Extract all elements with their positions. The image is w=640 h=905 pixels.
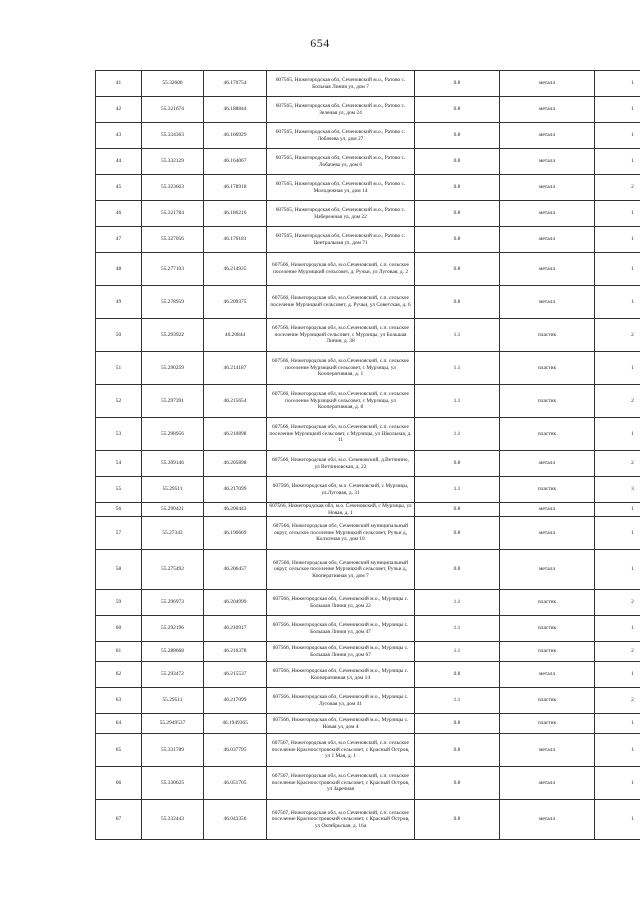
table-row <box>96 319 640 352</box>
material-cell: металл <box>500 123 595 149</box>
area-cell: 0.8 <box>415 227 500 253</box>
address-cell: 607565, Нижегородская обл, Сеченовский м.о., Ратово с. Лобачева ул, дом 6 <box>267 149 415 175</box>
table-row <box>96 662 640 688</box>
address-cell: 607566, Нижегородская обл, м.о.Сеченовский, с.п. сельское поселение Мурзицкий сельсовет, с Мурзицы, ул Кооперативная, д. 8 <box>267 385 415 418</box>
container-count-cell: 1 <box>595 352 640 385</box>
row-number-cell: 56 <box>96 503 142 517</box>
row-number-cell: 48 <box>96 253 142 286</box>
row-number-cell: 50 <box>96 319 142 352</box>
longitude-cell: 46.1949365 <box>204 714 267 734</box>
row-number-cell: 64 <box>96 714 142 734</box>
container-count-cell: 2 <box>595 319 640 352</box>
material-cell: металл <box>500 451 595 477</box>
address-cell: 607566, Нижегородская обл, Сеченовский м.о., Мурзицы с. Кооперативная ул, дом 14 <box>267 662 415 688</box>
table-row <box>96 123 640 149</box>
material-cell: пластик <box>500 418 595 451</box>
address-cell: 607566, Нижегородская обл, м.о.Сеченовский, с.п. сельское поселение Мурзицкий сельсовет, с Мурзицы, ул Кооперативная, д. 1 <box>267 352 415 385</box>
table-row <box>96 688 640 714</box>
address-cell: 607565, Нижегородская обл, Сеченовский м.о., Ратово с. Больная Линия ул, дом 7 <box>267 71 415 97</box>
area-cell: 0.8 <box>415 175 500 201</box>
table-row <box>96 767 640 800</box>
container-count-cell: 1 <box>595 767 640 800</box>
material-cell: пластик <box>500 616 595 642</box>
latitude-cell: 55.332129 <box>142 149 204 175</box>
longitude-cell: 46.209375 <box>204 286 267 319</box>
area-cell: 0.8 <box>415 451 500 477</box>
container-count-cell: 2 <box>595 590 640 616</box>
latitude-cell: 55.32606 <box>142 71 204 97</box>
container-count-cell: 1 <box>595 517 640 550</box>
row-number-cell: 61 <box>96 642 142 662</box>
area-cell: 1.1 <box>415 319 500 352</box>
latitude-cell: 55.293472 <box>142 662 204 688</box>
container-count-cell: 1 <box>595 662 640 688</box>
row-number-cell: 52 <box>96 385 142 418</box>
longitude-cell: 46.204999 <box>204 590 267 616</box>
row-number-cell: 44 <box>96 149 142 175</box>
longitude-cell: 46.217099 <box>204 688 267 714</box>
row-number-cell: 59 <box>96 590 142 616</box>
container-count-cell: 1 <box>595 71 640 97</box>
area-cell: 0.8 <box>415 550 500 590</box>
latitude-cell: 55.334363 <box>142 123 204 149</box>
latitude-cell: 55.297391 <box>142 385 204 418</box>
latitude-cell: 55.330625 <box>142 767 204 800</box>
row-number-cell: 67 <box>96 800 142 840</box>
longitude-cell: 46.216378 <box>204 642 267 662</box>
row-number-cell: 49 <box>96 286 142 319</box>
row-number-cell: 54 <box>96 451 142 477</box>
container-count-cell: 2 <box>595 175 640 201</box>
longitude-cell: 46.200443 <box>204 503 267 517</box>
area-cell: 0.8 <box>415 800 500 840</box>
table-row <box>96 227 640 253</box>
area-cell: 1.1 <box>415 352 500 385</box>
address-cell: 607566, Нижегородская обл, Сеченовский м.о., Мурзицы с. Большая Линия ул, дом 47 <box>267 616 415 642</box>
latitude-cell: 55.298956 <box>142 418 204 451</box>
longitude-cell: 46.178918 <box>204 175 267 201</box>
longitude-cell: 46.210917 <box>204 616 267 642</box>
latitude-cell: 55.296973 <box>142 590 204 616</box>
area-cell: 1.1 <box>415 590 500 616</box>
area-cell: 0.8 <box>415 253 500 286</box>
longitude-cell: 46.196669 <box>204 517 267 550</box>
address-cell: 607566, Нижегородская обл, Сеченовский м.о., Мурзицы с. Луговая ул, дом 41 <box>267 688 415 714</box>
table-row <box>96 253 640 286</box>
table-row <box>96 201 640 227</box>
container-count-cell: 1 <box>595 286 640 319</box>
address-cell: 607567, Нижегородская обл, м.о Сеченовский, с.п. сельское поселение Красноостровский сельсовет, с Красный Остров, ул 1 Мая, д. 1 <box>267 734 415 767</box>
row-number-cell: 65 <box>96 734 142 767</box>
address-cell: 607566, Нижегородская обл, м.о.Сеченовский, с.п. сельское поселение Мурзицкий сельсовет, с Мурзицы, ул Большая Линия, д. 38 <box>267 319 415 352</box>
row-number-cell: 66 <box>96 767 142 800</box>
material-cell: пластик <box>500 590 595 616</box>
area-cell: 0.8 <box>415 517 500 550</box>
address-cell: 607566, Нижегородская обл, м.о. Сеченовский, с Мурзицы, ул Новая, д. 1 <box>267 503 415 517</box>
table-row <box>96 451 640 477</box>
table-row <box>96 800 640 840</box>
longitude-cell: 46.214935 <box>204 253 267 286</box>
address-cell: 607566, Нижегородская обл, м.о. Сеченовский, с Мурзицы, ул.Луговая, д. 31 <box>267 477 415 503</box>
area-cell: 1.1 <box>415 616 500 642</box>
latitude-cell: 55.290421 <box>142 503 204 517</box>
latitude-cell: 55.275492 <box>142 550 204 590</box>
latitude-cell: 55.292196 <box>142 616 204 642</box>
address-cell: 607566, Нижегородская обл, м.о. Сеченовский, д.Ветчинно, ул Ветчиновская, д. 23 <box>267 451 415 477</box>
container-count-cell: 3 <box>595 477 640 503</box>
row-number-cell: 43 <box>96 123 142 149</box>
row-number-cell: 58 <box>96 550 142 590</box>
address-cell: 607565, Нижегородская обл, Сеченовский м.о., Ратово с. Лобачева ул, дом 27 <box>267 123 415 149</box>
area-cell: 0.8 <box>415 503 500 517</box>
area-cell: 1.1 <box>415 642 500 662</box>
area-cell: 0.8 <box>415 201 500 227</box>
table-row <box>96 97 640 123</box>
latitude-cell: 55.29511 <box>142 477 204 503</box>
table-row <box>96 71 640 97</box>
latitude-cell: 55.309146 <box>142 451 204 477</box>
table-body <box>96 71 640 840</box>
material-cell: металл <box>500 201 595 227</box>
longitude-cell: 46.206457 <box>204 550 267 590</box>
latitude-cell: 55.277103 <box>142 253 204 286</box>
longitude-cell: 46.215537 <box>204 662 267 688</box>
material-cell: металл <box>500 227 595 253</box>
material-cell: металл <box>500 517 595 550</box>
container-count-cell: 1 <box>595 734 640 767</box>
address-cell: 607566, Нижегородская обл, Сеченовский м.о., Мурзицы с. Большая Линия ул, дом 67 <box>267 642 415 662</box>
container-count-cell: 1 <box>595 253 640 286</box>
latitude-cell: 55.2949537 <box>142 714 204 734</box>
address-cell: 607566, Нижегородская обл, Сеченовский муниципальный округ, сельское поселение Мурзицкий сельсовет, Ручьи д, Кооперативная ул, дом 7 <box>267 550 415 590</box>
address-cell: 607565, Нижегородская обл, Сеченовский м.о., Ратово с. Зеленая ул, дом 24 <box>267 97 415 123</box>
area-cell: 1.1 <box>415 688 500 714</box>
latitude-cell: 55.327056 <box>142 227 204 253</box>
container-count-cell: 1 <box>595 227 640 253</box>
latitude-cell: 55.290259 <box>142 352 204 385</box>
latitude-cell: 55.323663 <box>142 175 204 201</box>
address-cell: 607565, Нижегородская обл, Сеченовский м.о., Ратово с. Набережная ул, дом 22 <box>267 201 415 227</box>
container-count-cell: 1 <box>595 201 640 227</box>
longitude-cell: 46.20844 <box>204 319 267 352</box>
area-cell: 1.1 <box>415 418 500 451</box>
address-cell: 607566, Нижегородская обл, Сеченовский муниципальный округ, сельское поселение Мурзицкий сельсовет, Ручьи д, Колхозная ул, дом 10 <box>267 517 415 550</box>
row-number-cell: 51 <box>96 352 142 385</box>
table-row <box>96 550 640 590</box>
longitude-cell: 46.176181 <box>204 227 267 253</box>
table-row <box>96 149 640 175</box>
row-number-cell: 46 <box>96 201 142 227</box>
address-cell: 607566, Нижегородская обл, м.о.Сеченовский, с.п. сельское поселение Мурзицкий сельсовет, д. Ручьи, ул Луговая, д. 2 <box>267 253 415 286</box>
longitude-cell: 46.210898 <box>204 418 267 451</box>
material-cell: металл <box>500 253 595 286</box>
table-row <box>96 352 640 385</box>
container-count-cell: 2 <box>595 451 640 477</box>
address-cell: 607566, Нижегородская обл, м.о.Сеченовский, с.п. сельское поселение Мурзицкий сельсовет, с Мурзицы, ул Школьная, д. 11 <box>267 418 415 451</box>
row-number-cell: 60 <box>96 616 142 642</box>
area-cell: 0.8 <box>415 97 500 123</box>
row-number-cell: 57 <box>96 517 142 550</box>
latitude-cell: 55.332443 <box>142 800 204 840</box>
address-cell: 607566, Нижегородская обл, Сеченовский м.о., Мурзицы с. Большая Линия ул, дом 22 <box>267 590 415 616</box>
area-cell: 0.8 <box>415 767 500 800</box>
latitude-cell: 55.288668 <box>142 642 204 662</box>
row-number-cell: 63 <box>96 688 142 714</box>
material-cell: пластик <box>500 352 595 385</box>
table-row <box>96 517 640 550</box>
page-number: 654 <box>310 36 330 50</box>
address-cell: 607567, Нижегородская обл, м.о Сеченовский, с.п. сельское поселение Красноостровский сельсовет, с Красный Остров, ул Октябрьская, д. 16а <box>267 800 415 840</box>
table-row <box>96 714 640 734</box>
table-row <box>96 503 640 517</box>
material-cell: пластик <box>500 714 595 734</box>
address-cell: 607566, Нижегородская обл, Сеченовский м.о., Мурзицы с. Новая ул, дом 4 <box>267 714 415 734</box>
material-cell: металл <box>500 97 595 123</box>
longitude-cell: 46.215654 <box>204 385 267 418</box>
material-cell: пластик <box>500 642 595 662</box>
area-cell: 0.8 <box>415 123 500 149</box>
longitude-cell: 46.170754 <box>204 71 267 97</box>
table-row <box>96 616 640 642</box>
material-cell: пластик <box>500 477 595 503</box>
container-count-cell: 1 <box>595 714 640 734</box>
container-sites-table <box>95 70 640 840</box>
longitude-cell: 46.037795 <box>204 734 267 767</box>
material-cell: пластик <box>500 319 595 352</box>
row-number-cell: 53 <box>96 418 142 451</box>
table-row <box>96 175 640 201</box>
latitude-cell: 55.331789 <box>142 734 204 767</box>
row-number-cell: 47 <box>96 227 142 253</box>
container-count-cell: 1 <box>595 503 640 517</box>
material-cell: пластик <box>500 688 595 714</box>
row-number-cell: 62 <box>96 662 142 688</box>
material-cell: металл <box>500 71 595 97</box>
latitude-cell: 55.321784 <box>142 201 204 227</box>
material-cell: металл <box>500 767 595 800</box>
longitude-cell: 46.051705 <box>204 767 267 800</box>
material-cell: металл <box>500 503 595 517</box>
area-cell: 0.8 <box>415 714 500 734</box>
latitude-cell: 55.278959 <box>142 286 204 319</box>
area-cell: 0.8 <box>415 662 500 688</box>
table-row <box>96 477 640 503</box>
address-cell: 607565, Нижегородская обл, Сеченовский м.о., Ратово с. Молодежная ул, дом 14 <box>267 175 415 201</box>
material-cell: металл <box>500 550 595 590</box>
longitude-cell: 46.186216 <box>204 201 267 227</box>
material-cell: металл <box>500 734 595 767</box>
area-cell: 0.8 <box>415 149 500 175</box>
row-number-cell: 55 <box>96 477 142 503</box>
container-count-cell: 2 <box>595 385 640 418</box>
longitude-cell: 46.166929 <box>204 123 267 149</box>
longitude-cell: 46.214187 <box>204 352 267 385</box>
row-number-cell: 41 <box>96 71 142 97</box>
container-count-cell: 1 <box>595 616 640 642</box>
area-cell: 0.8 <box>415 734 500 767</box>
container-count-cell: 2 <box>595 688 640 714</box>
address-cell: 607566, Нижегородская обл, м.о.Сеченовский, с.п. сельское поселение Мурзицкий сельсовет, д. Ручьи, ул Советская, д. 6 <box>267 286 415 319</box>
address-cell: 607565, Нижегородская обл, Сеченовский м.о., Ратово с. Центральная ул, дом 71 <box>267 227 415 253</box>
longitude-cell: 46.164067 <box>204 149 267 175</box>
container-count-cell: 2 <box>595 642 640 662</box>
row-number-cell: 42 <box>96 97 142 123</box>
container-count-cell: 1 <box>595 550 640 590</box>
longitude-cell: 46.205898 <box>204 451 267 477</box>
container-count-cell: 1 <box>595 800 640 840</box>
table-row <box>96 642 640 662</box>
table-row <box>96 734 640 767</box>
material-cell: металл <box>500 149 595 175</box>
longitude-cell: 46.043356 <box>204 800 267 840</box>
container-count-cell: 1 <box>595 123 640 149</box>
table-row <box>96 385 640 418</box>
material-cell: металл <box>500 662 595 688</box>
table-row <box>96 286 640 319</box>
container-count-cell: 1 <box>595 149 640 175</box>
area-cell: 1.1 <box>415 477 500 503</box>
row-number-cell: 45 <box>96 175 142 201</box>
container-count-cell: 1 <box>595 97 640 123</box>
material-cell: металл <box>500 800 595 840</box>
latitude-cell: 55.27343 <box>142 517 204 550</box>
material-cell: металл <box>500 286 595 319</box>
table-row <box>96 418 640 451</box>
table-row <box>96 590 640 616</box>
area-cell: 0.8 <box>415 286 500 319</box>
latitude-cell: 55.321674 <box>142 97 204 123</box>
longitude-cell: 46.217099 <box>204 477 267 503</box>
latitude-cell: 55.293922 <box>142 319 204 352</box>
longitude-cell: 46.188844 <box>204 97 267 123</box>
container-count-cell: 1 <box>595 418 640 451</box>
latitude-cell: 55.29511 <box>142 688 204 714</box>
material-cell: металл <box>500 175 595 201</box>
address-cell: 607567, Нижегородская обл, м.о Сеченовский, с.п. сельское поселение Красноостровский сельсовет, с Красный Остров, ул Заречная <box>267 767 415 800</box>
area-cell: 1.1 <box>415 385 500 418</box>
material-cell: пластик <box>500 385 595 418</box>
area-cell: 0.8 <box>415 71 500 97</box>
